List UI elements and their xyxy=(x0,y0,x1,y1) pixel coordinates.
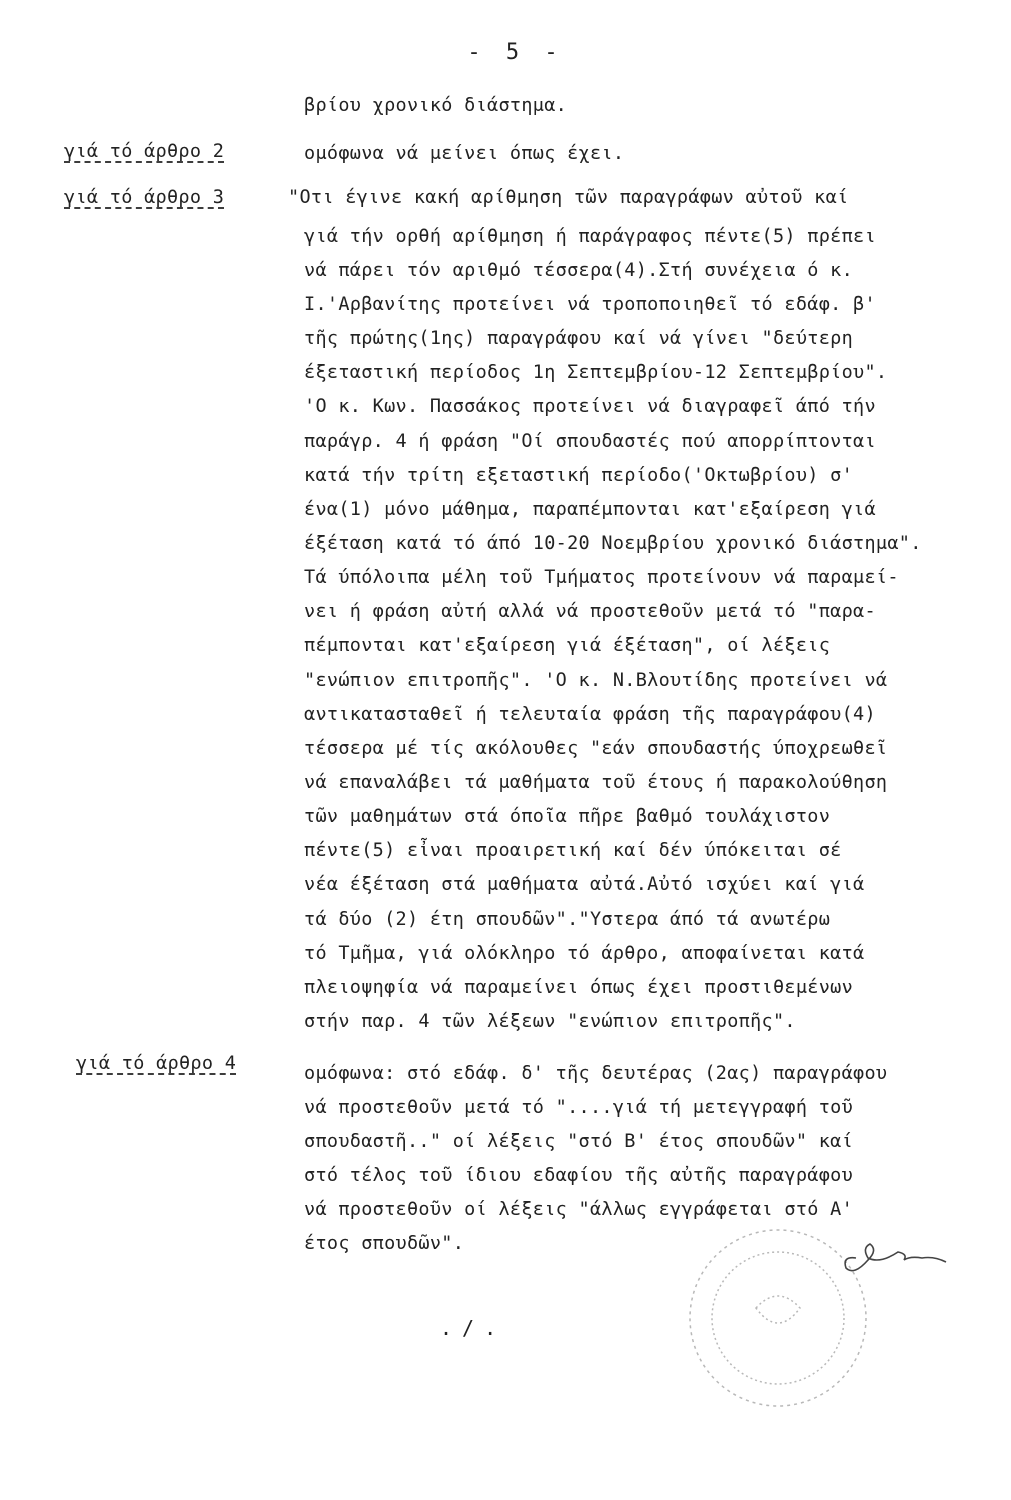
seal-icon xyxy=(690,1230,866,1406)
official-stamp xyxy=(686,1208,986,1418)
text-line: έτος σπουδῶν". xyxy=(304,1233,465,1254)
text-line: βρίου χρονικό διάστημα. xyxy=(304,95,568,116)
text-line: νά προστεθοῦν μετά τό "....γιά τή μετεγγραφή τοῦ xyxy=(304,1097,854,1118)
text-line: στό τέλος τοῦ ίδιου εδαφίου τῆς αὐτῆς παραγράφου xyxy=(304,1165,854,1186)
text-line: πλειοψηφία νά παραμείνει όπως έχει προστιθεμένων xyxy=(304,977,854,998)
signature-icon xyxy=(845,1244,946,1271)
text-line: "ενώπιον επιτροπῆς". 'Ο κ. Ν.Βλουτίδης προτείνει νά xyxy=(304,670,888,691)
text-line: τῆς πρώτης(1ης) παραγράφου καί νά γίνει "δεύτερη xyxy=(304,328,854,349)
text-line: σπουδαστῆ.." οί λέξεις "στό Β' έτος σπουδῶν" καί xyxy=(304,1131,854,1152)
article-label-4: γιά τό άρθρο 4 xyxy=(76,1053,237,1074)
text-line: νά προστεθοῦν οί λέξεις "άλλως εγγράφεται στό Α' xyxy=(304,1199,854,1220)
text-line: αντικατασταθεῖ ή τελευταία φράση τῆς παραγράφου(4) xyxy=(304,704,876,725)
text-line: νει ή φράση αὐτή αλλά νά προστεθοῦν μετά τό "παρα- xyxy=(304,601,876,622)
footer-mark: ./. xyxy=(440,1316,507,1340)
text-line: πέντε(5) εἶναι προαιρετική καί δέν ύπόκειται σέ xyxy=(304,840,842,861)
text-line: ομόφωνα: στό εδάφ. δ' τῆς δευτέρας (2ας) παραγράφου xyxy=(304,1063,888,1084)
article-label-2: γιά τό άρθρο 2 xyxy=(64,141,225,162)
text-line: Τά ύπόλοιπα μέλη τοῦ Τμήματος προτείνουν νά παραμεί- xyxy=(304,567,899,588)
text-line: παράγρ. 4 ή φράση "Οί σπουδαστές πού απορρίπτονται xyxy=(304,431,876,452)
text-line: τό Τμῆμα, γιά ολόκληρο τό άρθρο, αποφαίνεται κατά xyxy=(304,943,865,964)
text-line: τῶν μαθημάτων στά όποῖα πῆρε βαθμό τουλάχιστον xyxy=(304,806,831,827)
text-line: ομόφωνα νά μείνει όπως έχει. xyxy=(304,143,625,164)
text-line: νά επαναλάβει τά μαθήματα τοῦ έτους ή παρακολούθηση xyxy=(304,772,888,793)
text-line: έξεταστική περίοδος 1η Σεπτεμβρίου-12 Σεπτεμβρίου". xyxy=(304,362,888,383)
text-line: 'Ο κ. Κων. Πασσάκος προτείνει νά διαγραφεῖ άπό τήν xyxy=(304,396,876,417)
text-line: κατά τήν τρίτη εξεταστική περίοδο('Οκτωβρίου) σ' xyxy=(304,465,854,486)
text-line: έξέταση κατά τό άπό 10-20 Νοεμβρίου χρονικό διάστημα". xyxy=(304,533,922,554)
text-line: τά δύο (2) έτη σπουδῶν"."Υστερα άπό τά ανωτέρω xyxy=(304,909,831,930)
text-line: Ι.'Αρβανίτης προτείνει νά τροποποιηθεῖ τό εδάφ. β' xyxy=(304,294,876,315)
text-line: τέσσερα μέ τίς ακόλουθες "εάν σπουδαστής ύποχρεωθεῖ xyxy=(304,738,888,759)
article-label-3: γιά τό άρθρο 3 xyxy=(64,187,225,208)
text-line: νά πάρει τόν αριθμό τέσσερα(4).Στή συνέχεια ό κ. xyxy=(304,260,854,281)
text-line: στήν παρ. 4 τῶν λέξεων "ενώπιον επιτροπῆς". xyxy=(304,1011,796,1032)
text-line: γιά τήν ορθή αρίθμηση ή παράγραφος πέντε(5) πρέπει xyxy=(304,226,876,247)
text-line: πέμπονται κατ'εξαίρεση γιά έξέταση", οί λέξεις xyxy=(304,635,831,656)
text-line: "Οτι έγινε κακή αρίθμηση τῶν παραγράφων αὐτοῦ καί xyxy=(288,187,849,208)
text-line: ένα(1) μόνο μάθημα, παραπέμπονται κατ'εξαίρεση γιά xyxy=(304,499,876,520)
page-number: - 5 - xyxy=(467,40,564,65)
text-line: νέα έξέταση στά μαθήματα αὐτά.Αὐτό ισχύει καί γιά xyxy=(304,874,865,895)
